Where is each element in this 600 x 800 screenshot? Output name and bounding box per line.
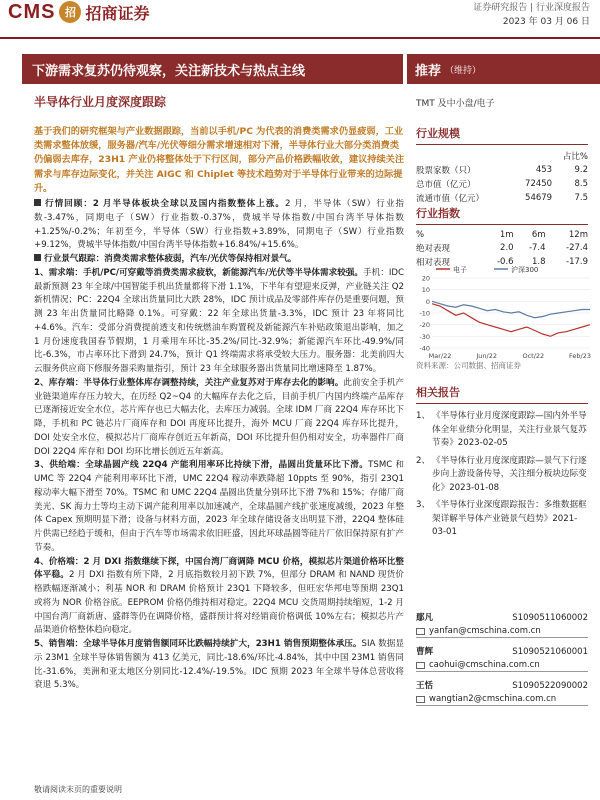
sales-text: SIA 数据显示 23M1 全球半导体销售额为 413 亿美元，同比-18.6%/环比-4.84%，其中中国 23M1 销售同比-31.6%，美洲和亚太地区分别同比-12.4%/-19.5%。IDC 预期 2023 年全球半导体总营收将衰退 5.3%。: [34, 639, 404, 691]
paragraph-price: [34, 556, 404, 639]
scale-row-pct: 8.5: [574, 179, 588, 189]
analyst-row: [416, 646, 588, 659]
table-header-row: [416, 229, 588, 241]
scale-row-label: 流通市值（亿元）: [416, 194, 485, 204]
analyst-id: S1090521060001: [512, 647, 588, 657]
analyst-email-row: [416, 693, 588, 706]
logo-cn: 招商证券: [85, 3, 150, 23]
demand-text: 手机：IDC 最新预测 23 年全球/中国智能手机出货量都将下滑 1.1%，下半年有望迎来反弹，产业链关注 Q2 新机情况；PC：22Q4 全球出货量同比大跌 28%，IDC 预计成品及零部件库存仍是重要问题，预测 23 年出货量同比略降 0.1%。可穿戴：22 年全球出货量-3.3%，IDC 预计 23 年将同比+4.6%。汽车：受部分消费提前透支和传统燃油车购置税及新能源汽车补贴政策退出影响，加之 1 月份速度我国春节假期，1 月乘用车环比-35.2%/同比-32.9%；新能源汽车环比-49.9%/同比-6.3%，市占率环比下滑到 24.7%，预计 Q1 终端需求将承受较大压力。服务器：北美前四大云服务供应商下修服务器采购量指引，预计 23 年全球服务器出货量同比增速降至 1.87%。: [34, 267, 404, 374]
list-item[interactable]: [416, 410, 588, 451]
market-review-text: 2 月，半导体（SW）行业指数-3.47%，同期电子（SW）行业指数-0.37%，费城半导体指数/中国台湾半导体指数+1.25%/-0.2%；年初至今，半导体（SW）行业指数+3.89%，同期电子（SW）行业指数+9.12%，费城半导体指数/中国台湾半导体指数+16.84%/+15.6%。: [34, 199, 404, 251]
industry-index-title: 行业指数: [416, 205, 588, 225]
y-tick-label: 20: [421, 274, 430, 283]
mail-icon: [416, 628, 425, 635]
index-col-header: 6m: [531, 230, 546, 240]
index-row-label: 相对表现: [416, 258, 451, 268]
price-heading: 4、价格端：2 月 DXI 指数继续下探，中国台湾厂商调降 MCU 价格，模拟芯片渠道价格环比整体平稳。: [34, 556, 404, 581]
report-subtitle: 半导体行业月度深度跟踪: [34, 95, 167, 109]
industry-tracking-heading: 行业景气跟踪：消费类需求整体疲弱，汽车/光伏等保持相对景气。: [44, 254, 297, 264]
scale-row-value: 453: [535, 165, 553, 175]
list-item-num: 1、: [416, 411, 431, 421]
x-tick-label: Mar/22: [428, 352, 452, 360]
bullet-icon: [34, 199, 41, 206]
table-row: [416, 191, 588, 205]
list-item[interactable]: [416, 455, 588, 496]
analysts-panel: [416, 612, 588, 714]
analyst-email[interactable]: caohui@cmschina.com.cn: [429, 659, 540, 670]
legend-label: 沪深300: [511, 266, 539, 274]
y-tick-label: -40: [419, 344, 430, 353]
analyst-row: [416, 680, 588, 693]
performance-chart: [414, 262, 594, 360]
analyst-name: 曹辉: [416, 647, 434, 657]
table-row: [416, 241, 588, 255]
industry-scale-table: [416, 149, 588, 205]
y-tick-label: 0: [425, 297, 430, 306]
sector-label: TMT 及中小盘/电子: [416, 99, 495, 109]
scale-row-pct: 7.5: [574, 193, 588, 203]
table-row: [416, 163, 588, 177]
rating-banner: [407, 54, 600, 84]
analyst-email-row: [416, 625, 588, 638]
scale-row-label: 总市值（亿元）: [416, 180, 476, 190]
report-title: 下游需求复苏仍待观察，关注新技术与热点主线: [32, 63, 306, 79]
inventory-text: 此前安全手机产业链渠道库存压力较大，在历经 Q2~Q4 的大幅库存去化之后，目前手机厂内国内终端产品库存已逐渐接近安全水位，芯片库存也已大幅去化，去库压力减弱。全球 IDM 厂商 22Q4 库存环比下降，手机和 PC 链芯片厂商库存和 DOI 再度环比提升，海外 MCU 厂商 22Q4 库存环比提升，DOI 处安全水位，模拟芯片厂商库存创近五年新高，DOI 环比提升但仍相对安全，功率器件厂商 DOI 22Q4 库存和 DOI 均环比增长创近五年新高。: [34, 377, 404, 457]
analyst-name: 鄢凡: [416, 613, 434, 623]
bullet-icon: [34, 254, 41, 261]
index-col-header: 1m: [499, 230, 514, 240]
y-tick-label: 10: [421, 286, 430, 295]
rating-sub: （维持）: [445, 65, 482, 76]
chart-source: 资料来源：公司数据、招商证券: [416, 361, 521, 370]
body-text: [34, 198, 404, 693]
index-row-label: 绝对表现: [416, 244, 451, 254]
analyst-name: 王恬: [416, 681, 434, 691]
scale-row-value: 72450: [525, 179, 553, 189]
header-divider: [0, 37, 600, 39]
summary-paragraph: 基于我们的研究框架与产业数据跟踪，当前以手机/PC 为代表的消费类需求仍显疲弱，工业类需求整体放缓，服务器/汽车/光伏等细分需求增速相对下滑，半导体行业大部分类消费类仍偏弱去库存，23H1 产业仍将整体处于下行区间，部分产品价格跌幅收敛，建议持续关注需求与库存边际变化，并关注 AIGC 和 Chiplet 等技术趋势对于半导体行业带来的边际提升。: [34, 126, 405, 194]
scale-row-pct: 9.2: [574, 165, 588, 175]
page-header: [0, 0, 600, 44]
mail-icon: [416, 662, 425, 669]
industry-scale-title: 行业规模: [416, 125, 588, 145]
legend-label: 电子: [453, 266, 467, 274]
y-tick-label: -10: [419, 309, 430, 318]
index-cell: 2.0: [500, 243, 514, 253]
analyst-row: [416, 612, 588, 625]
analyst-id: S1090522090002: [512, 681, 588, 691]
y-tick-label: -30: [419, 332, 430, 341]
demand-heading: 1、需求端：手机/PC/可穿戴等消费类需求疲软，新能源汽车/光伏等半导体需求较强。: [34, 267, 364, 278]
paragraph-market-review: [34, 198, 404, 253]
mail-icon: [416, 696, 425, 703]
analyst-id: S1090511060002: [512, 613, 588, 623]
price-text: 2 月 DXI 指数有所下降，2 月底指数较月初下跌 7%，但部分 DRAM 和 NAND 现货价格跌幅逐渐减小；利基 NOR 和 DRAM 价格预计 23Q1 下降较多，但旺宏华邦电等预期 23Q1 或将为 NOR 价格谷底。EEPROM 价格仍维持相对稳定。22Q4 MCU 交货周期持续缩短，1-2 月中国台湾厂商新唐、盛群等仍在调降价格，盛群预计将对经销商价格调低 10%左右；模拟芯片产品渠道价格整体趋向稳定。: [34, 570, 404, 636]
analyst-email[interactable]: yanfan@cmschina.com.cn: [429, 625, 541, 636]
report-title-banner: [22, 54, 403, 84]
series-line-电子: [432, 304, 590, 337]
index-cell: -7.4: [528, 243, 546, 253]
inventory-heading: 2、库存端：半导体行业整体库存调整持续，关注产业复苏对于库存去化的影响。: [34, 377, 344, 388]
scale-col-header: 占比%: [562, 152, 588, 162]
related-reports-panel: [416, 384, 588, 544]
index-cell: -17.9: [566, 257, 588, 267]
logo-en: CMS: [8, 0, 56, 23]
x-tick-label: Jun/22: [476, 352, 497, 360]
industry-index-panel: [416, 205, 588, 269]
logo-mark-icon: 招: [59, 1, 81, 23]
paragraph-supply: [34, 459, 404, 555]
x-tick-label: Oct/22: [522, 352, 545, 360]
analyst-email[interactable]: wangtian2@cmschina.com.cn: [429, 693, 557, 704]
list-item-num: 2、: [416, 455, 431, 466]
index-col-header: %: [416, 230, 425, 240]
paragraph-demand: [34, 267, 404, 377]
industry-scale-panel: [416, 125, 588, 205]
table-row: [416, 177, 588, 191]
list-item-text: 《半导体行业深度跟踪报告：多维数据框架详解半导体产业链景气趋势》2021-03-01: [432, 500, 587, 537]
market-review-heading: 行情回顾：2 月半导体板块全球以及国内指数整体上涨。: [44, 199, 285, 209]
related-reports-title: 相关报告: [416, 384, 588, 404]
paragraph-inventory: [34, 377, 404, 460]
brand-logo: [8, 0, 149, 24]
paragraph-sales: [34, 638, 404, 693]
scale-row-value: 54679: [525, 193, 553, 203]
list-item[interactable]: [416, 499, 588, 540]
rating-label: 推荐: [415, 63, 442, 79]
list-item-text: 《半导体行业月度深度跟踪—国内外半导体全年业绩分化明显，关注行业景气复苏节奏》2023-02-05: [432, 411, 587, 448]
supply-text: TSMC 和 UMC 等 22Q4 产能利用率环比下滑，UMC 22Q4 稼动率跌降超 10ppts 至 90%，指引 23Q1 稼动率大幅下滑至 70%。TSMC 和 UMC 22Q4 晶圆出货量分别环比下滑 7%和 15%；存储厂商美光、SK 海力士等均主动下调产能利用率以加速减产，全球晶圆产线扩张速度减缓，2023 年整体 Capex 预期明显下滑；设备与材料方面，2023 年全球存储设备支出明显下滑，22Q4 整体硅片供需已经趋于缓和，但由于汽车等市场需求依旧旺盛，因此环球晶圆等硅片厂依旧保持原有扩产节奏。: [34, 460, 404, 553]
index-cell: -27.4: [566, 243, 588, 253]
scale-row-label: 股票家数（只）: [416, 166, 476, 176]
related-reports-list: [416, 410, 588, 540]
sales-heading: 5、销售端：全球半导体月度销售额同环比跌幅持续扩大，23H1 销售预期整体承压。: [34, 639, 362, 649]
index-col-header: 12m: [568, 230, 588, 240]
index-cell: -0.6: [496, 257, 514, 267]
report-date: 2023 年 03 月 06 日: [502, 17, 590, 27]
y-tick-label: -20: [419, 321, 430, 330]
footer-note: 敬请阅读末页的重要说明: [34, 785, 122, 794]
analyst-email-row: [416, 659, 588, 672]
x-tick-label: Feb/23: [569, 352, 591, 360]
list-item-text: 《半导体行业月度深度跟踪—景气下行逐步向上游设备传导，关注细分板块边际变化》2023-01-08: [432, 455, 587, 493]
paragraph-industry-tracking: [34, 253, 404, 267]
report-type: 证券研究报告 | 行业深度报告: [473, 3, 590, 13]
list-item-num: 3、: [416, 500, 431, 510]
supply-heading: 3、供给端：全球晶圆产线 22Q4 产能利用率环比持续下滑，晶圆出货量环比下滑。: [34, 460, 369, 471]
index-cell: 1.8: [532, 257, 546, 267]
